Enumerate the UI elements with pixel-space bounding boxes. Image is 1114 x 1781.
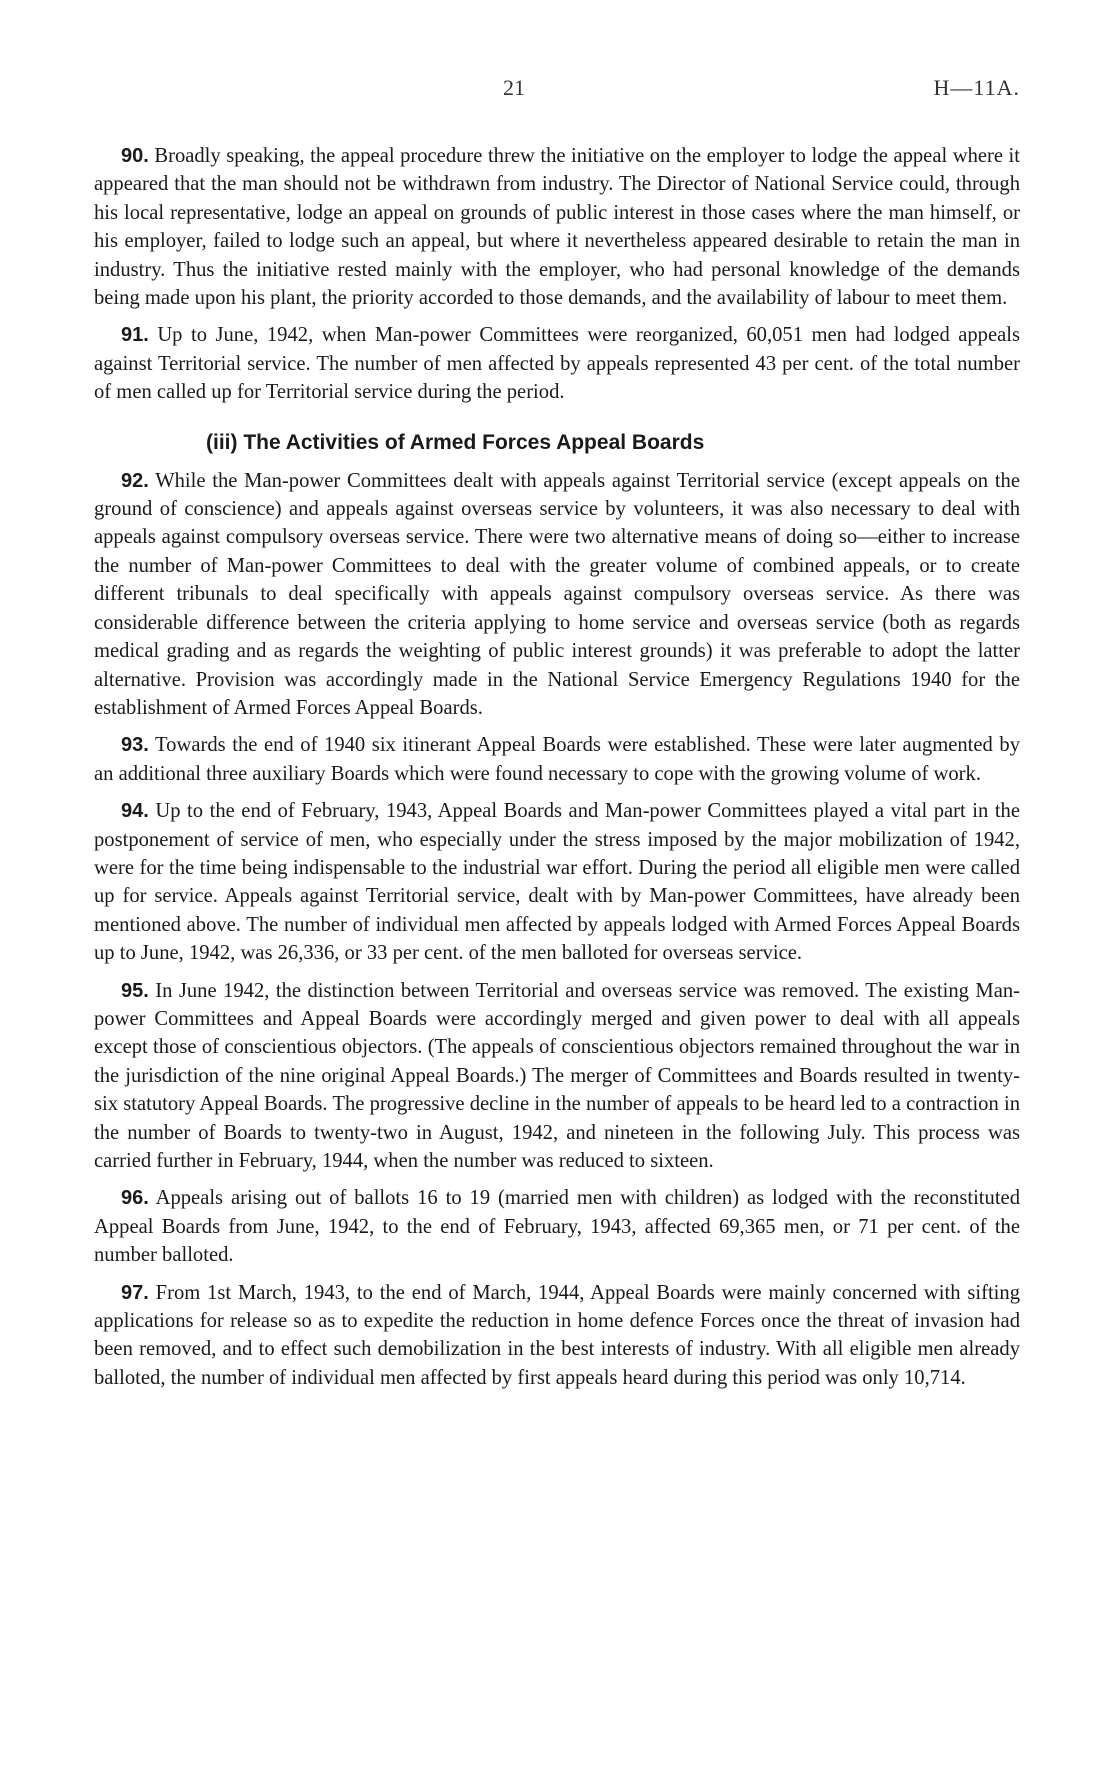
- paragraph-97: [94, 1279, 1020, 1393]
- paragraph-96: [94, 1184, 1020, 1269]
- paragraph-number: 93.: [121, 734, 149, 757]
- paragraph-95: [94, 977, 1020, 1176]
- paragraph-number: 97.: [121, 1281, 149, 1304]
- paragraph-number: 90.: [121, 145, 149, 167]
- paragraph-94: [94, 797, 1020, 967]
- paragraphs-before-heading: [94, 142, 1020, 407]
- paragraph-text: Towards the end of 1940 six itinerant Appeal Boards were established. These were later augmented by an additional three auxiliary Boards which were found necessary to cope with the growing volume of work.: [94, 734, 1020, 785]
- paragraph-text: Broadly speaking, the appeal procedure threw the initiative on the employer to lodge the appeal where it appeared that the man should not be withdrawn from industry. The Director of National Service could, through his local representative, lodge an appeal on grounds of public interest in those cases where the man himself, or his employer, failed to lodge such an appeal, but where it nevertheless appeared desirable to retain the man in industry. Thus the initiative rested mainly with the employer, who had personal knowledge of the demands being made upon his plant, the priority accorded to those demands, and the availability of labour to meet them.: [94, 145, 1020, 310]
- paragraphs-after-heading: [94, 467, 1020, 1393]
- paragraph-text: While the Man-power Committees dealt with appeals against Territorial service (except appeals on the ground of conscience) and appeals against overseas service by volunteers, it was also necessary to deal with appeals against compulsory overseas service. There were two alternative means of doing so—either to increase the number of Man-power Committees to deal with the greater volume of combined appeals, or to create different tribunals to deal specifically with appeals against compulsory overseas service. As there was considerable difference between the criteria applying to home service and overseas service (both as regards medical grading and as regards the weighting of public interest grounds) it was preferable to adopt the latter alternative. Provision was accordingly made in the National Service Emergency Regulations 1940 for the establishment of Armed Forces Appeal Boards.: [94, 469, 1020, 719]
- paragraph-91: [94, 321, 1020, 406]
- paragraph-93: [94, 731, 1020, 788]
- page-number: 21: [503, 75, 525, 100]
- report-code: H—11A.: [933, 75, 1020, 100]
- paragraph-number: 94.: [121, 800, 149, 823]
- paragraph-number: 92.: [121, 469, 149, 492]
- paragraph-text: Up to June, 1942, when Man-power Committees were reorganized, 60,051 men had lodged appeals against Territorial service. The number of men affected by appeals represented 43 per cent. of the total number of men called up for Territorial service during the period.: [94, 324, 1020, 404]
- paragraph-number: 95.: [121, 979, 149, 1002]
- paragraph-number: 91.: [121, 324, 149, 347]
- paragraph-text: Up to the end of February, 1943, Appeal Boards and Man-power Committees played a vital part in the postponement of service of men, who especially under the stress imposed by the major mobilization of 1942, were for the time being indispensable to the industrial war effort. During the period all eligible men were called up for service. Appeals against Territorial service, dealt with by Man-power Committees, have already been mentioned above. The number of individual men affected by appeals lodged with Armed Forces Appeal Boards up to June, 1942, was 26,336, or 33 per cent. of the men balloted for overseas service.: [94, 800, 1020, 965]
- running-head: [0, 74, 1114, 108]
- paragraph-text: Appeals arising out of ballots 16 to 19 (married men with children) as lodged with the reconstituted Appeal Boards from June, 1942, to the end of February, 1943, affected 69,365 men, or 71 per cent. of the number balloted.: [94, 1187, 1020, 1267]
- section-heading: (iii) The Activities of Armed Forces Appeal Boards: [206, 430, 705, 454]
- document-body: [94, 142, 1020, 1401]
- paragraph-number: 96.: [121, 1187, 149, 1210]
- paragraph-text: In June 1942, the distinction between Territorial and overseas service was removed. The existing Man-power Committees and Appeal Boards were accordingly merged and given power to deal with all appeals except those of conscientious objectors. (The appeals of conscientious objectors remained throughout the war in the jurisdiction of the nine original Appeal Boards.) The merger of Committees and Boards resulted in twenty-six statutory Appeal Boards. The progressive decline in the number of appeals to be heard led to a contraction in the number of Boards to twenty-two in August, 1942, and nineteen in the following July. This process was carried further in February, 1944, when the number was reduced to sixteen.: [94, 979, 1020, 1172]
- paragraph-text: From 1st March, 1943, to the end of March, 1944, Appeal Boards were mainly concerned with sifting applications for release so as to expedite the reduction in home defence Forces once the threat of invasion had been removed, and to effect such demobilization in the best interests of industry. With all eligible men already balloted, the number of individual men affected by first appeals heard during this period was only 10,714.: [94, 1281, 1020, 1389]
- paragraph-92: [94, 467, 1020, 723]
- paragraph-90: [94, 142, 1020, 312]
